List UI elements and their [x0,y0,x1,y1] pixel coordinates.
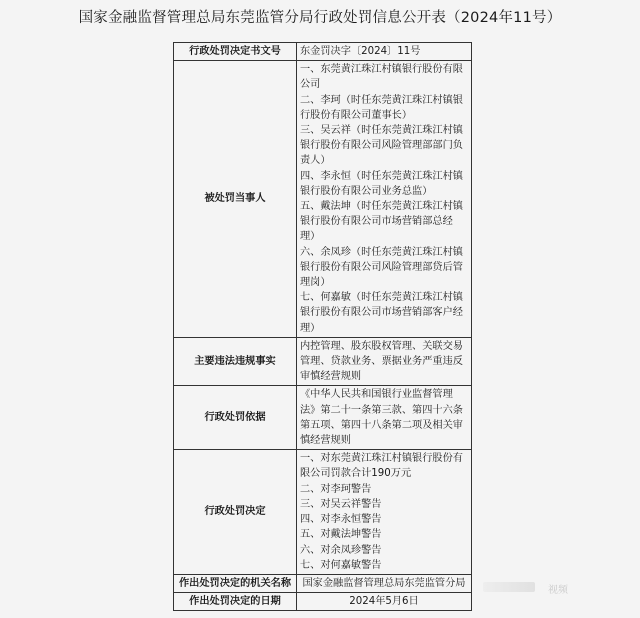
authority-value [297,574,472,592]
table-row [174,593,472,611]
row-label-decision-date: 作出处罚决定的日期 [174,593,297,611]
cell-line: 六、对余凤珍警告 [300,544,382,556]
violation-facts-value [297,337,472,386]
table-row [174,61,472,338]
cell-line: 一、对东莞黄江珠江村镇银行股份有限公司罚款合计190万元 [300,453,463,480]
cell-line: 2024年5月6日 [349,596,419,608]
page-title: 国家金融监督管理总局东莞监管分局行政处罚信息公开表（2024年11号） [78,10,562,26]
cell-line: 国家金融监督管理总局东莞监管分局 [302,577,466,589]
cell-line: 六、余凤珍（时任东莞黄江珠江村镇银行股份有限公司风险管理部贷后管理岗） [300,246,463,289]
decision-date-value [297,593,472,611]
cell-line: 七、何嘉敏（时任东莞黄江珠江村镇银行股份有限公司市场营销部客户经理） [300,292,463,334]
cell-line: 三、吴云祥（时任东莞黄江珠江村镇银行股份有限公司风险管理部部门负责人） [300,125,463,167]
cell-line: 东金罚决字〔2024〕11号 [300,46,421,57]
table-row [174,386,472,450]
cell-line: 三、对吴云祥警告 [300,498,382,510]
penalty-decision-value [297,450,472,575]
cell-line: 七、对何嘉敏警告 [300,559,382,571]
row-label-decision-number: 行政处罚决定书文号 [174,43,297,61]
watermark-logo [483,582,535,592]
penalty-info-table [173,42,472,611]
cell-line: 《中华人民共和国银行业监督管理法》第二十一条第三款、第四十六条第五项、第四十八条第二项及相关审慎经营规则 [300,389,463,447]
row-label-violation-facts: 主要违法违规事实 [174,337,297,386]
penalty-basis-value [297,386,472,450]
row-label-penalty-decision: 行政处罚决定 [174,450,297,575]
watermark-text: 视频 [548,585,568,596]
cell-line: 五、对戴法坤警告 [300,529,382,541]
row-label-authority: 作出处罚决定的机关名称 [174,574,297,592]
cell-line: 二、李珂（时任东莞黄江珠江村镇银行股份有限公司董事长） [300,94,463,121]
table-row [174,43,472,61]
cell-line: 一、东莞黄江珠江村镇银行股份有限公司 [300,64,463,91]
cell-line: 四、李永恒（时任东莞黄江珠江村镇银行股份有限公司业务总监） [300,170,463,197]
table-row [174,450,472,575]
cell-line: 内控管理、股东股权管理、关联交易管理、贷款业务、票据业务严重违反审慎经营规则 [300,340,463,383]
cell-line: 二、对李珂警告 [300,483,372,495]
row-label-punished-parties: 被处罚当事人 [174,61,297,338]
table-row [174,574,472,592]
cell-line: 五、戴法坤（时任东莞黄江珠江村镇银行股份有限公司市场营销部总经理） [300,201,463,243]
punished-parties-value [297,61,472,338]
row-label-penalty-basis: 行政处罚依据 [174,386,297,450]
cell-line: 四、对李永恒警告 [300,514,382,526]
table-row [174,337,472,386]
decision-number-value [297,43,472,61]
